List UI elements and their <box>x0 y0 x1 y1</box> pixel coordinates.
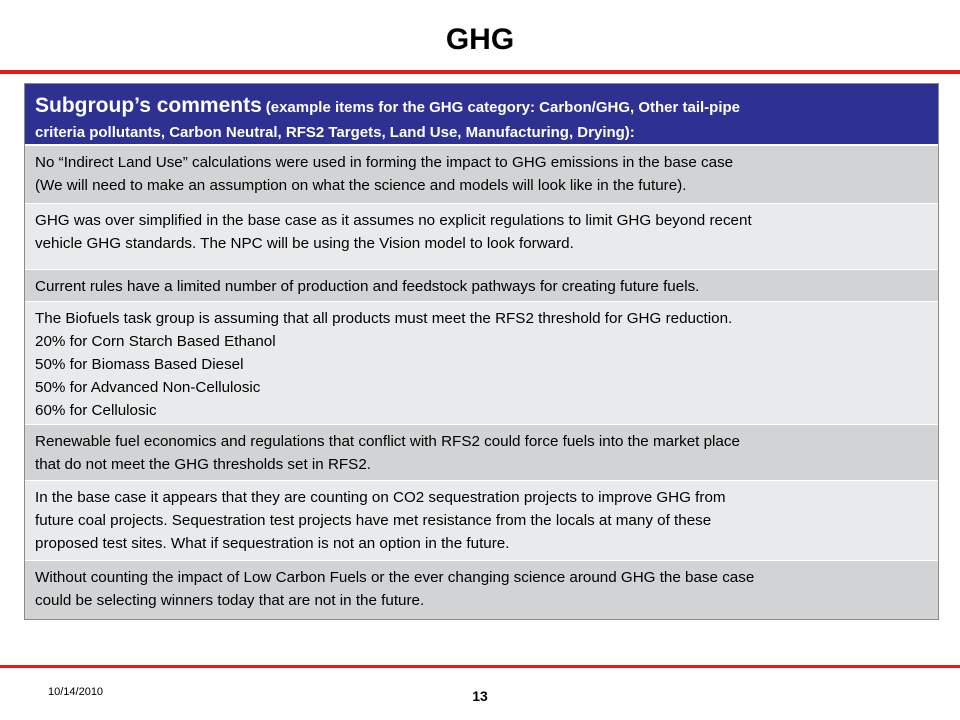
header-subtitle-continued: criteria pollutants, Carbon Neutral, RFS2 Targets, Land Use, Manufacturing, Drying): <box>35 124 635 141</box>
table-row <box>25 561 938 619</box>
row-text: In the base case it appears that they are counting on CO2 sequestration projects to improve GHG from <box>35 489 726 506</box>
header-subtitle: (example items for the GHG category: Carbon/GHG, Other tail-pipe <box>265 99 741 116</box>
page-number: 13 <box>472 688 488 704</box>
table-header <box>25 84 938 146</box>
page-title: GHG <box>445 23 515 56</box>
row-text: proposed test sites. What if sequestration is not an option in the future. <box>35 535 510 552</box>
table-row <box>25 481 938 561</box>
table-row <box>25 425 938 481</box>
row-text: The Biofuels task group is assuming that all products must meet the RFS2 threshold for GHG reduction. <box>35 310 733 327</box>
row-text: Current rules have a limited number of production and feedstock pathways for creating future fuels. <box>35 278 700 295</box>
row-text: GHG was over simplified in the base case as it assumes no explicit regulations to limit GHG beyond recent <box>35 212 752 229</box>
row-text: (We will need to make an assumption on what the science and models will look like in the future). <box>35 177 687 194</box>
row-text: could be selecting winners today that are not in the future. <box>35 592 425 609</box>
table-row <box>25 146 938 204</box>
bottom-divider <box>0 665 960 668</box>
table-row <box>25 302 938 425</box>
comments-table <box>24 83 939 620</box>
table-row <box>25 204 938 270</box>
header-title: Subgroup’s comments <box>35 94 262 117</box>
top-divider <box>0 70 960 74</box>
row-text: 20% for Corn Starch Based Ethanol <box>35 333 276 350</box>
row-text: Renewable fuel economics and regulations that conflict with RFS2 could force fuels into the market place <box>35 433 740 450</box>
row-text: 60% for Cellulosic <box>35 402 157 419</box>
table-row <box>25 270 938 302</box>
row-text: No “Indirect Land Use” calculations were used in forming the impact to GHG emissions in the base case <box>35 154 734 171</box>
row-text: Without counting the impact of Low Carbon Fuels or the ever changing science around GHG the base case <box>35 569 755 586</box>
row-text: 50% for Biomass Based Diesel <box>35 356 244 373</box>
row-text: future coal projects. Sequestration test projects have met resistance from the locals at many of these <box>35 512 712 529</box>
row-text: vehicle GHG standards. The NPC will be using the Vision model to look forward. <box>35 235 574 252</box>
footer-date: 10/14/2010 <box>48 686 104 698</box>
row-text: that do not meet the GHG thresholds set in RFS2. <box>35 456 371 473</box>
row-text: 50% for Advanced Non-Cellulosic <box>35 379 261 396</box>
